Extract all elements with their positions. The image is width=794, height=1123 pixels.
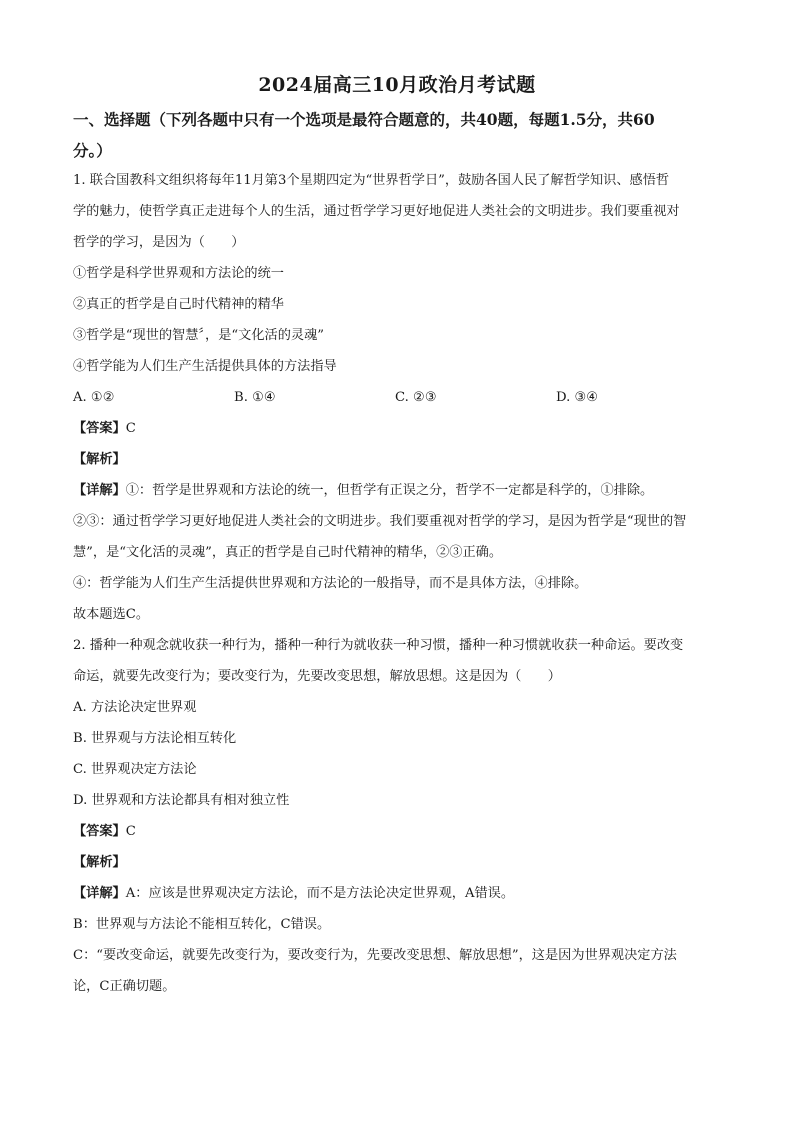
q1-stem-line-1: 1. 联合国教科文组织将每年11月第3个星期四定为“世界哲学日”，鼓励各国人民了解哲学知识、感悟哲 — [73, 173, 670, 188]
q1-detail-text-1: ①：哲学是世界观和方法论的统一，但哲学有正误之分，哲学不一定都是科学的，①排除。 — [125, 483, 654, 498]
q2-stem-line-2: 命运，就要先改变行为；要改变行为，先要改变思想，解放思想。这是因为（ ） — [73, 669, 561, 684]
q1-detail-line-5: 故本题选C。 — [73, 607, 150, 622]
q2-option-c: C. 世界观决定方法论 — [73, 762, 197, 777]
q1-option-b: B. ①④ — [234, 390, 276, 405]
question-content — [73, 165, 723, 1002]
page-title: 2024届高三10月政治月考试题 — [258, 74, 536, 96]
q1-answer — [73, 413, 723, 444]
section-heading-line-2: 分。） — [73, 141, 112, 160]
q2-detail-line-1 — [73, 878, 723, 909]
q1-option-a: A. ①② — [73, 390, 115, 405]
q1-options — [73, 382, 723, 413]
q2-option-a: A. 方法论决定世界观 — [73, 700, 197, 715]
q1-statement-1: ①哲学是科学世界观和方法论的统一 — [73, 266, 284, 281]
q2-answer — [73, 816, 723, 847]
q1-stem-line-2: 学的魅力，使哲学真正走进每个人的生活，通过哲学学习更好地促进人类社会的文明进步。我们要重视对 — [73, 204, 680, 219]
q1-answer-value: C — [125, 421, 136, 436]
q2-option-b: B. 世界观与方法论相互转化 — [73, 731, 237, 746]
q1-detail-line-2: ②③：通过哲学学习更好地促进人类社会的文明进步。我们要重视对哲学的学习，是因为哲学是“现世的智 — [73, 514, 687, 529]
q2-detail-line-3: C：“要改变命运，就要先改变行为，要改变行为，先要改变思想、解放思想”，这是因为世界观决定方法 — [73, 948, 677, 963]
q2-detail-line-4: 论，C正确切题。 — [73, 979, 176, 994]
q1-option-c: C. ②③ — [395, 390, 437, 405]
q1-answer-tag: 【答案】 — [73, 421, 126, 436]
q1-statement-2: ②真正的哲学是自己时代精神的精华 — [73, 297, 284, 312]
question-2 — [73, 630, 723, 1002]
q1-statement-3: ③哲学是“现世的智慧〞，是“文化活的灵魂” — [73, 328, 324, 343]
section-heading — [73, 104, 725, 166]
q2-option-d: D. 世界观和方法论都具有相对独立性 — [73, 793, 290, 808]
q1-analysis-tag: 【解析】 — [73, 452, 126, 467]
question-1 — [73, 165, 723, 630]
q1-detail-line-4: ④：哲学能为人们生产生活提供世界观和方法论的一般指导，而不是具体方法，④排除。 — [73, 576, 588, 591]
q1-detail-tag: 【详解】 — [73, 483, 126, 498]
q1-detail-line-1 — [73, 475, 723, 506]
q2-detail-text-1: A：应该是世界观决定方法论，而不是方法论决定世界观，A错误。 — [125, 886, 515, 901]
q1-stem-line-3: 哲学的学习，是因为（ ） — [73, 235, 245, 250]
q2-detail-tag: 【详解】 — [73, 886, 126, 901]
q1-detail-line-3: 慧”，是“文化活的灵魂”，真正的哲学是自己时代精神的精华，②③正确。 — [73, 545, 503, 560]
q2-analysis-tag: 【解析】 — [73, 855, 126, 870]
q2-answer-value: C — [125, 824, 136, 839]
q2-detail-line-2: B：世界观与方法论不能相互转化，C错误。 — [73, 917, 331, 932]
q2-answer-tag: 【答案】 — [73, 824, 126, 839]
section-heading-line-1: 一、选择题（下列各题中只有一个选项是最符合题意的，共40题，每题1.5分，共60 — [73, 110, 655, 129]
q2-stem-line-1: 2. 播种一种观念就收获一种行为，播种一种行为就收获一种习惯，播种一种习惯就收获一种命运。要改变 — [73, 638, 684, 653]
q1-statement-4: ④哲学能为人们生产生活提供具体的方法指导 — [73, 359, 337, 374]
q1-option-d: D. ③④ — [556, 390, 599, 405]
